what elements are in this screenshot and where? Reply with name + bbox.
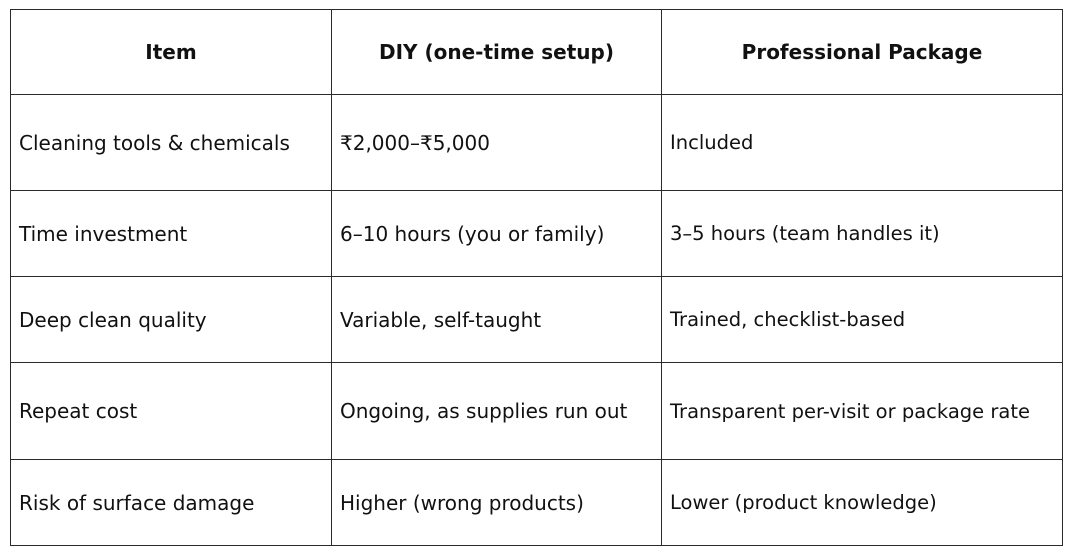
cell-diy: 6–10 hours (you or family) [332,191,662,277]
cell-diy: Higher (wrong products) [332,460,662,546]
cell-diy: ₹2,000–₹5,000 [332,95,662,191]
cell-item: Cleaning tools & chemicals [11,95,332,191]
cell-diy: Ongoing, as supplies run out [332,363,662,460]
header-professional: Professional Package [662,10,1063,95]
cell-diy: Variable, self-taught [332,277,662,363]
comparison-table [10,9,1063,546]
header-item: Item [11,10,332,95]
cell-professional: Lower (product knowledge) [662,460,1063,546]
cell-item: Time investment [11,191,332,277]
table-row [11,191,1063,277]
cell-professional: Trained, checklist-based [662,277,1063,363]
table-row [11,363,1063,460]
cell-professional: Included [662,95,1063,191]
cell-item: Risk of surface damage [11,460,332,546]
comparison-table-container [10,9,1063,546]
table-header-row [11,10,1063,95]
cell-professional: Transparent per-visit or package rate [662,363,1063,460]
table-row [11,460,1063,546]
header-diy: DIY (one-time setup) [332,10,662,95]
cell-item: Repeat cost [11,363,332,460]
cell-item: Deep clean quality [11,277,332,363]
table-row [11,277,1063,363]
table-row [11,95,1063,191]
cell-professional: 3–5 hours (team handles it) [662,191,1063,277]
